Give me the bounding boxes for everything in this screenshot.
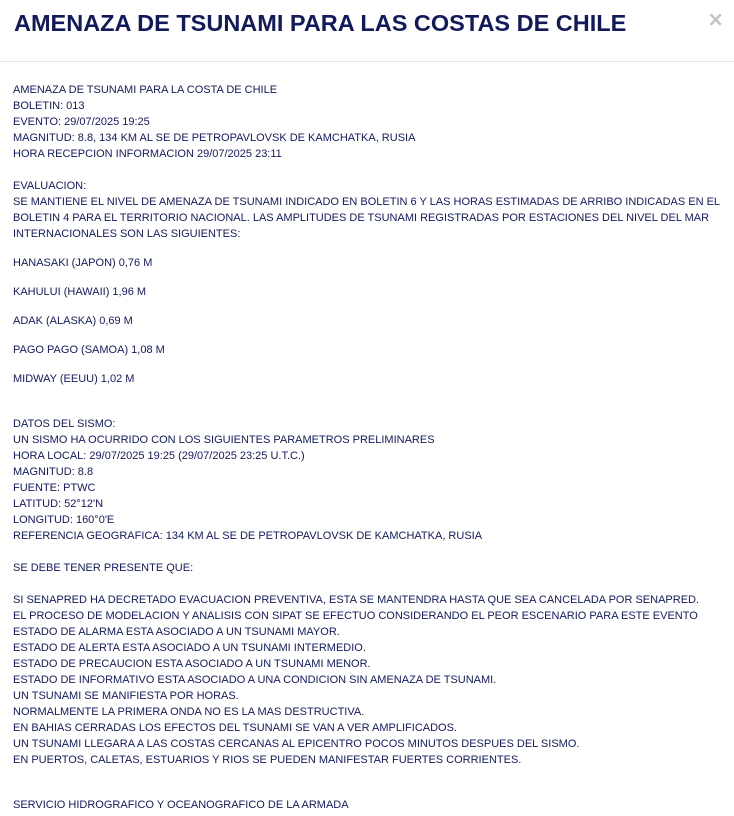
quake-source: FUENTE: PTWC	[13, 482, 96, 494]
notes-heading: SE DEBE TENER PRESENTE QUE:	[13, 562, 194, 574]
note-item: UN TSUNAMI SE MANIFIESTA POR HORAS.	[13, 690, 239, 702]
station-reading: KAHULUI (HAWAII) 1,96 M	[13, 286, 147, 298]
bulletin-number: BOLETIN: 013	[13, 100, 85, 112]
note-item: SI SENAPRED HA DECRETADO EVACUACION PREVENTIVA, ESTA SE MANTENDRA HASTA QUE SEA CANCELADA POR SENAPRED.	[13, 594, 700, 606]
quake-heading: DATOS DEL SISMO:	[13, 418, 116, 430]
station-reading: HANASAKI (JAPON) 0,76 M	[13, 257, 153, 269]
evaluation-heading: EVALUACION:	[13, 180, 87, 192]
note-item: NORMALMENTE LA PRIMERA ONDA NO ES LA MAS DESTRUCTIVA.	[13, 706, 365, 718]
quake-local-time: HORA LOCAL: 29/07/2025 19:25 (29/07/2025 23:25 U.T.C.)	[13, 450, 305, 462]
bulletin-title: AMENAZA DE TSUNAMI PARA LA COSTA DE CHILE	[13, 84, 278, 96]
dialog-header	[0, 0, 734, 62]
close-icon[interactable]: ×	[707, 7, 724, 31]
quake-intro: UN SISMO HA OCURRIDO CON LOS SIGUIENTES PARAMETROS PRELIMINARES	[13, 434, 435, 446]
note-item: ESTADO DE ALERTA ESTA ASOCIADO A UN TSUNAMI INTERMEDIO.	[13, 642, 366, 654]
quake-longitude: LONGITUD: 160°0'E	[13, 514, 115, 526]
station-reading: ADAK (ALASKA) 0,69 M	[13, 315, 133, 327]
evaluation-text: SE MANTIENE EL NIVEL DE AMENAZA DE TSUNAMI INDICADO EN BOLETIN 6 Y LAS HORAS ESTIMADAS DE ARRIBO INDICADAS EN EL BOLETIN 4 PARA EL TERRITORIO NACIONAL. LAS AMPLITUDES DE TSUNAMI REGISTRADAS POR ESTACIONES DEL NIVEL DEL MAR INTERNACIONALES SON LAS SIGUIENTES:	[13, 196, 720, 240]
note-item: ESTADO DE INFORMATIVO ESTA ASOCIADO A UNA CONDICION SIN AMENAZA DE TSUNAMI.	[13, 674, 497, 686]
note-item: EN PUERTOS, CALETAS, ESTUARIOS Y RIOS SE PUEDEN MANIFESTAR FUERTES CORRIENTES.	[13, 754, 522, 766]
quake-magnitude: MAGNITUD: 8.8	[13, 466, 94, 478]
note-item: UN TSUNAMI LLEGARA A LAS COSTAS CERCANAS AL EPICENTRO POCOS MINUTOS DESPUES DEL SISMO.	[13, 738, 580, 750]
quake-latitude: LATITUD: 52°12'N	[13, 498, 104, 510]
quake-reference: REFERENCIA GEOGRAFICA: 134 KM AL SE DE PETROPAVLOVSK DE KAMCHATKA, RUSIA	[13, 530, 483, 542]
signature: SERVICIO HIDROGRAFICO Y OCEANOGRAFICO DE LA ARMADA	[13, 799, 349, 811]
dialog-title: AMENAZA DE TSUNAMI PARA LAS COSTAS DE CHILE	[14, 10, 627, 36]
station-reading: PAGO PAGO (SAMOA) 1,08 M	[13, 344, 165, 356]
note-item: EN BAHIAS CERRADAS LOS EFECTOS DEL TSUNAMI SE VAN A VER AMPLIFICADOS.	[13, 722, 457, 734]
station-reading: MIDWAY (EEUU) 1,02 M	[13, 373, 135, 385]
reception-time: HORA RECEPCION INFORMACION 29/07/2025 23:11	[13, 148, 282, 160]
event-time: EVENTO: 29/07/2025 19:25	[13, 116, 150, 128]
event-magnitude: MAGNITUD: 8.8, 134 KM AL SE DE PETROPAVLOVSK DE KAMCHATKA, RUSIA	[13, 132, 416, 144]
bulletin-body	[13, 82, 723, 813]
note-item: ESTADO DE ALARMA ESTA ASOCIADO A UN TSUNAMI MAYOR.	[13, 626, 340, 638]
note-item: ESTADO DE PRECAUCION ESTA ASOCIADO A UN TSUNAMI MENOR.	[13, 658, 371, 670]
note-item: EL PROCESO DE MODELACION Y ANALISIS CON SIPAT SE EFECTUO CONSIDERANDO EL PEOR ESCENARIO PARA ESTE EVENTO	[13, 610, 698, 622]
